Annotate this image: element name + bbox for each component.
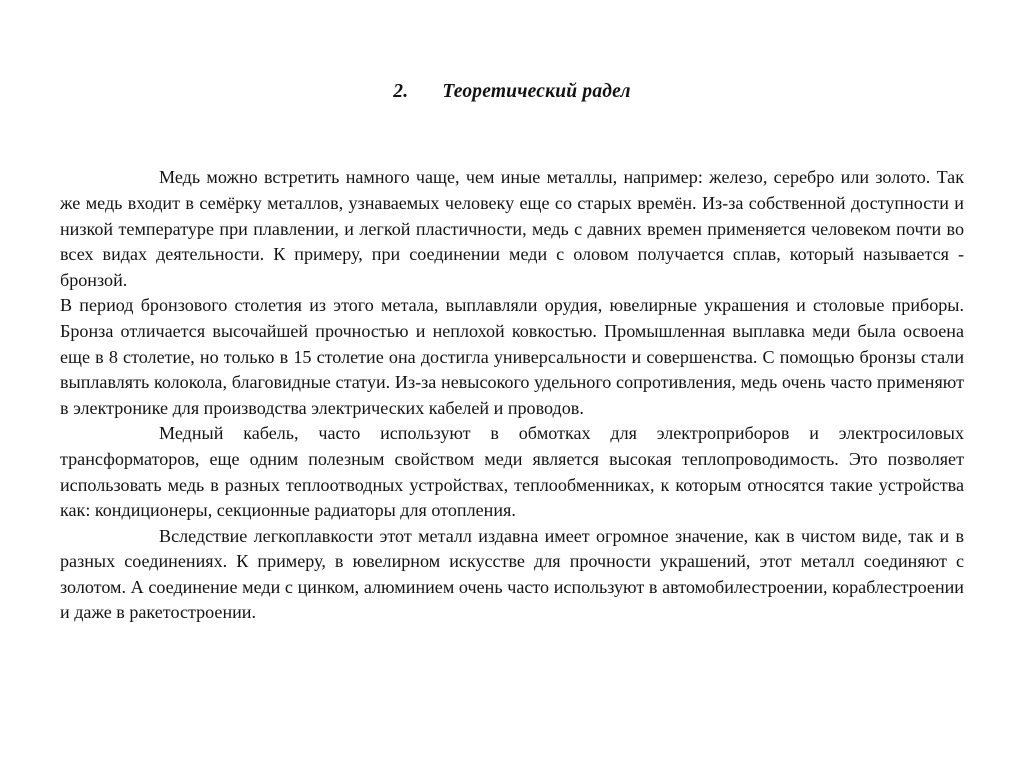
body-text-block	[60, 165, 964, 626]
heading-title-text: Теоретический радел	[442, 81, 631, 102]
paragraph-2: В период бронзового столетия из этого метала, выплавляли орудия, ювелирные украшения и столовые приборы. Бронза отличается высочайшей прочностью и неплохой ковкостью. Промышленная выплавка меди была освоена еще в 8 столетие, но только в 15 столетие она достигла универсальности и совершенства. С помощью бронзы стали выплавлять колокола, благовидные статуи. Из-за невысокого удельного сопротивления, медь очень часто применяют в электронике для производства электрических кабелей и проводов.	[60, 295, 964, 418]
page-title	[60, 0, 964, 103]
paragraph-3: Медный кабель, часто используют в обмотках для электроприборов и электросиловых трансформаторов, еще одним полезным свойством меди является высокая теплопроводимость. Это позволяет использовать медь в разных теплоотводных устройствах, теплообменниках, к которым относятся такие устройства как: кондиционеры, секционные радиаторы для отопления.	[60, 423, 964, 521]
paragraph-1: Медь можно встретить намного чаще, чем иные металлы, например: железо, серебро или золото. Так же медь входит в семёрку металлов, узнаваемых человеку еще со старых времён. Из-за собственной доступности и низкой температуре при плавлении, и легкой пластичности, медь с давних времен применяется человеком почти во всех видах деятельности. К примеру, при соединении меди с оловом получается сплав, который называется - бронзой.	[60, 167, 964, 290]
paragraph-4: Вследствие легкоплавкости этот металл издавна имеет огромное значение, как в чистом виде, так и в разных соединениях. К примеру, в ювелирном искусстве для прочности украшений, этот металл соединяют с золотом. А соединение меди с цинком, алюминием очень часто используют в автомобилестроении, кораблестроении и даже в ракетостроении.	[60, 525, 964, 623]
heading-number: 2.	[393, 81, 409, 102]
page-content-area	[60, 0, 964, 767]
